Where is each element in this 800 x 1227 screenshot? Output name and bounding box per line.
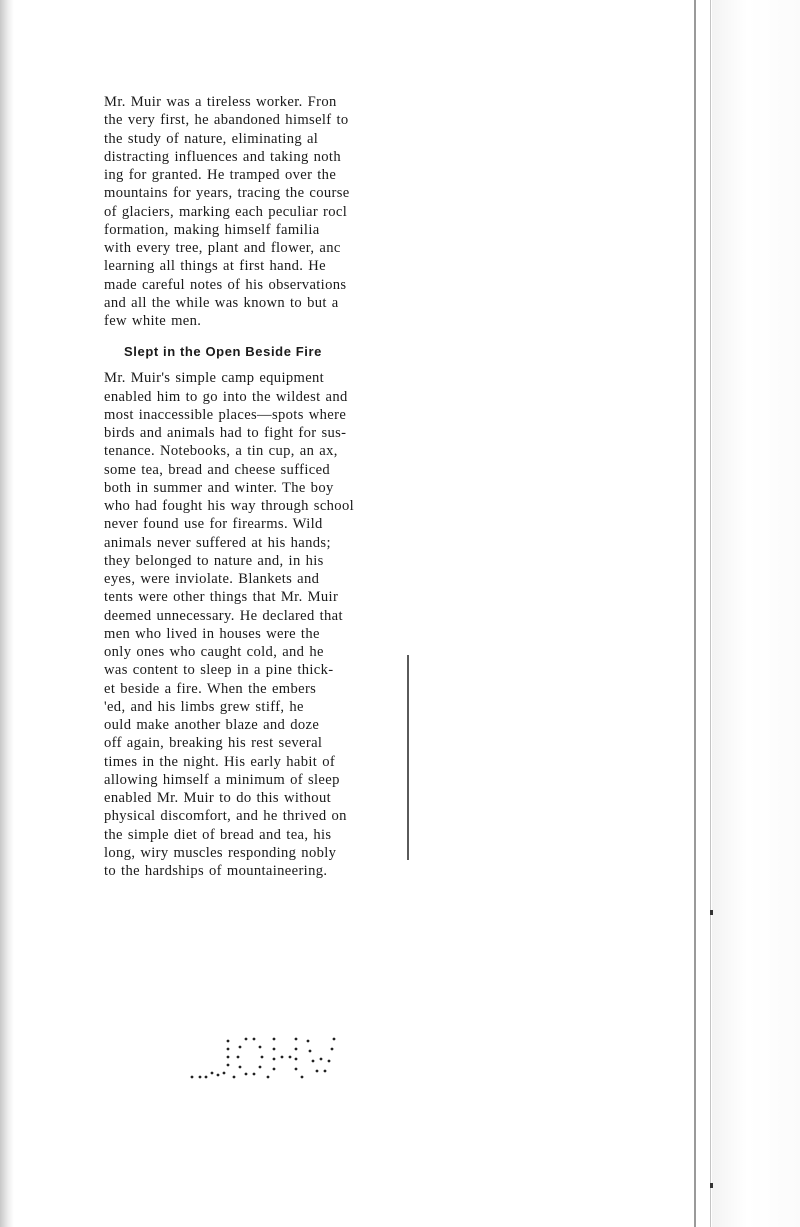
text-line: Mr. Muir's simple camp equipment xyxy=(104,370,325,387)
text-line: men who lived in houses were the xyxy=(104,625,320,642)
text-line: only ones who caught cold, and he xyxy=(104,644,324,660)
text-line: few white men. xyxy=(104,313,202,329)
text-line: learning all things at first hand. He xyxy=(104,258,326,275)
article-paragraph-1 xyxy=(104,93,400,330)
text-line: Mr. Muir was a tireless worker. Fron xyxy=(104,94,337,110)
article-column xyxy=(104,93,400,880)
text-line: times in the night. His early habit of xyxy=(104,753,336,770)
text-line: off again, breaking his rest several xyxy=(104,735,323,752)
text-line: never found use for firearms. Wild xyxy=(104,516,323,533)
text-line: deemed unnecessary. He declared that xyxy=(104,607,343,624)
text-line: 'ed, and his limbs grew stiff, he xyxy=(104,698,304,715)
text-line: both in summer and winter. The boy xyxy=(104,479,334,496)
text-line: mountains for years, tracing the course xyxy=(104,185,350,202)
text-line: distracting influences and taking noth xyxy=(104,148,341,165)
text-line: with every tree, plant and flower, anc xyxy=(104,240,341,256)
text-line: was content to sleep in a pine thick- xyxy=(104,662,334,679)
text-line: allowing himself a minimum of sleep xyxy=(104,771,340,788)
scan-fold-line xyxy=(694,0,696,1227)
text-line: ould make another blaze and doze xyxy=(104,717,320,733)
text-line: eyes, were inviolate. Blankets and xyxy=(104,571,320,587)
text-line: tenance. Notebooks, a tin cup, an ax, xyxy=(104,443,338,460)
text-line: of glaciers, marking each peculiar rocl xyxy=(104,203,348,220)
text-line: some tea, bread and cheese sufficed xyxy=(104,461,331,478)
text-line: most inaccessible places—spots where xyxy=(104,406,347,423)
text-line: formation, making himself familia xyxy=(104,221,320,238)
scan-fold-line-secondary xyxy=(710,0,711,1227)
text-line: long, wiry muscles responding nobly xyxy=(104,844,337,861)
text-line: tents were other things that Mr. Muir xyxy=(104,589,339,606)
text-line: who had fought his way through school xyxy=(104,498,354,514)
text-line: to the hardships of mountaineering. xyxy=(104,863,328,879)
text-line: the very first, he abandoned himself to xyxy=(104,112,349,129)
text-line: animals never suffered at his hands; xyxy=(104,534,331,551)
text-line: et beside a fire. When the embers xyxy=(104,680,317,697)
text-line: birds and animals had to fight for sus- xyxy=(104,425,347,441)
perforated-stamp-dots xyxy=(191,1038,336,1079)
scan-left-edge xyxy=(0,0,14,1227)
scan-speck xyxy=(710,910,713,915)
article-paragraph-2 xyxy=(104,369,400,880)
text-line: they belonged to nature and, in his xyxy=(104,552,324,569)
text-line: enabled Mr. Muir to do this without xyxy=(104,790,332,806)
perforated-stamp-text: JOHN xyxy=(186,1033,189,1034)
perforated-stamp xyxy=(186,1033,336,1081)
scan-right-strip xyxy=(712,0,800,1227)
text-line: ing for granted. He tramped over the xyxy=(104,167,337,183)
text-line: enabled him to go into the wildest and xyxy=(104,388,348,405)
text-line: made careful notes of his observations xyxy=(104,276,347,293)
text-line: the simple diet of bread and tea, his xyxy=(104,826,332,843)
scan-speck xyxy=(710,1183,713,1188)
text-line: the study of nature, eliminating al xyxy=(104,130,319,147)
article-subheading: Slept in the Open Beside Fire xyxy=(124,344,322,360)
text-line: physical discomfort, and he thrived on xyxy=(104,808,347,825)
column-rule xyxy=(407,655,409,860)
text-line: and all the while was known to but a xyxy=(104,294,339,311)
